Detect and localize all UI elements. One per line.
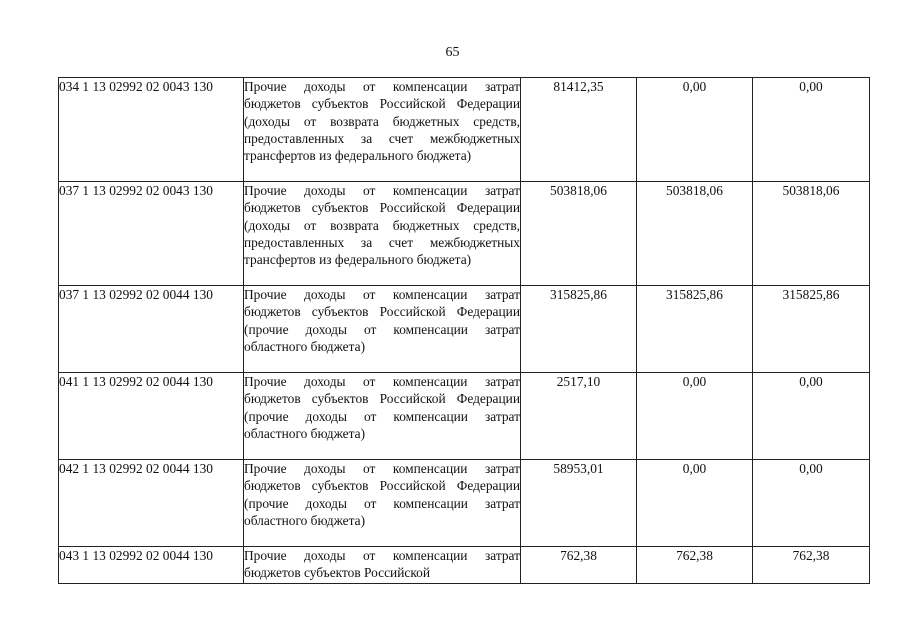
amount-cell-3: 0,00 xyxy=(753,373,870,460)
budget-code-cell: 037 1 13 02992 02 0043 130 xyxy=(59,182,244,286)
amount-cell-1: 762,38 xyxy=(521,547,637,584)
amount-cell-1: 2517,10 xyxy=(521,373,637,460)
description-cell: Прочие доходы от компенсации затрат бюджетов субъектов Российской xyxy=(244,547,521,584)
page-number: 65 xyxy=(445,45,460,60)
budget-code-cell: 043 1 13 02992 02 0044 130 xyxy=(59,547,244,584)
table-row xyxy=(59,373,870,460)
amount-cell-2: 315825,86 xyxy=(637,286,753,373)
amount-cell-3: 0,00 xyxy=(753,78,870,182)
description-cell: Прочие доходы от компенсации затрат бюджетов субъектов Российской Федерации (доходы от возврата бюджетных средств, предоставленных за счет межбюджетных трансфертов из федерального бюджета) xyxy=(244,78,521,182)
amount-cell-1: 315825,86 xyxy=(521,286,637,373)
amount-cell-2: 0,00 xyxy=(637,373,753,460)
budget-code-cell: 037 1 13 02992 02 0044 130 xyxy=(59,286,244,373)
table-row xyxy=(59,547,870,584)
table-row xyxy=(59,460,870,547)
description-cell: Прочие доходы от компенсации затрат бюджетов субъектов Российской Федерации (прочие доходы от компенсации затрат областного бюджета) xyxy=(244,373,521,460)
amount-cell-3: 503818,06 xyxy=(753,182,870,286)
budget-table xyxy=(58,77,870,584)
table-row xyxy=(59,286,870,373)
amount-cell-2: 503818,06 xyxy=(637,182,753,286)
amount-cell-3: 762,38 xyxy=(753,547,870,584)
description-cell: Прочие доходы от компенсации затрат бюджетов субъектов Российской Федерации (прочие доходы от компенсации затрат областного бюджета) xyxy=(244,286,521,373)
amount-cell-3: 315825,86 xyxy=(753,286,870,373)
table-row xyxy=(59,182,870,286)
amount-cell-2: 762,38 xyxy=(637,547,753,584)
amount-cell-1: 503818,06 xyxy=(521,182,637,286)
amount-cell-2: 0,00 xyxy=(637,78,753,182)
budget-code-cell: 041 1 13 02992 02 0044 130 xyxy=(59,373,244,460)
budget-code-cell: 034 1 13 02992 02 0043 130 xyxy=(59,78,244,182)
amount-cell-2: 0,00 xyxy=(637,460,753,547)
description-cell: Прочие доходы от компенсации затрат бюджетов субъектов Российской Федерации (прочие доходы от компенсации затрат областного бюджета) xyxy=(244,460,521,547)
budget-code-cell: 042 1 13 02992 02 0044 130 xyxy=(59,460,244,547)
table-row xyxy=(59,78,870,182)
amount-cell-1: 58953,01 xyxy=(521,460,637,547)
amount-cell-3: 0,00 xyxy=(753,460,870,547)
amount-cell-1: 81412,35 xyxy=(521,78,637,182)
description-cell: Прочие доходы от компенсации затрат бюджетов субъектов Российской Федерации (доходы от возврата бюджетных средств, предоставленных за счет межбюджетных трансфертов из федерального бюджета) xyxy=(244,182,521,286)
